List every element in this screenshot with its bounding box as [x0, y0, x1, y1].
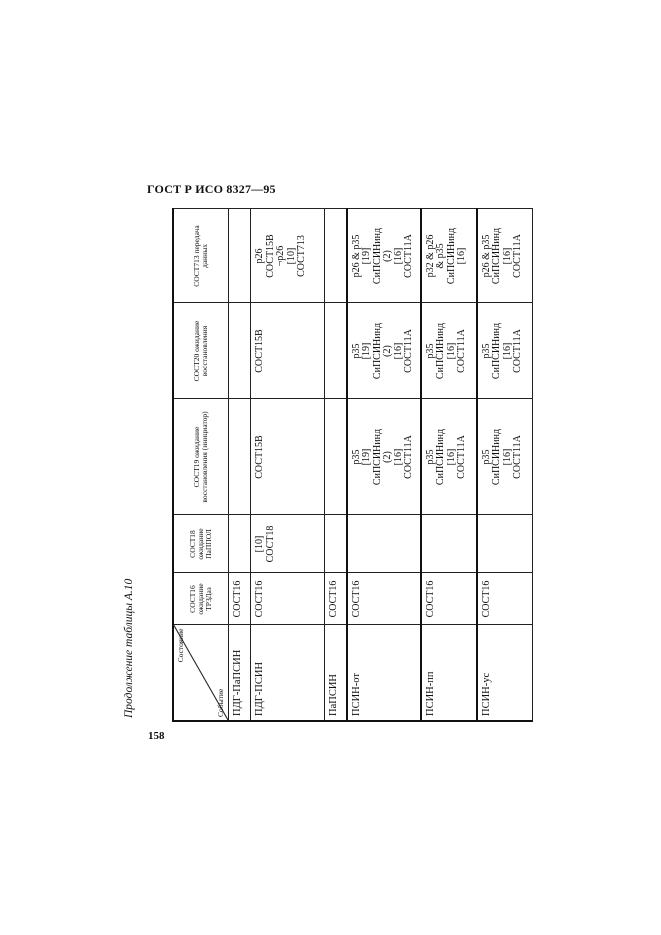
cell-line: СОСТ15В — [264, 234, 276, 278]
table-cell — [477, 209, 533, 303]
table-cell — [251, 399, 325, 515]
table-cell — [477, 303, 533, 399]
event-cell: ПСИН-ус — [477, 625, 533, 721]
cell-line: СОСТ11А — [512, 234, 523, 278]
table-cell — [477, 515, 533, 573]
cell-line: [19] — [361, 247, 372, 265]
cell-line: СОСТ16 — [328, 580, 339, 618]
page-number: 158 — [148, 730, 165, 742]
column-header: СОСТ16 ожидание ТРЗДаз — [173, 573, 229, 625]
event-cell: ПаПСИН — [325, 625, 347, 721]
table-cell — [325, 209, 347, 303]
table-cell — [325, 515, 347, 573]
table-row — [477, 209, 533, 721]
table-cell — [229, 399, 251, 515]
cell-line: СОСТ11А — [512, 329, 523, 373]
cell-line: [10] — [285, 247, 297, 265]
table-cell — [347, 209, 421, 303]
rotated-table-frame — [172, 210, 523, 722]
cell-line: СиПСИНинд — [491, 227, 502, 285]
state-label: Состояние — [176, 628, 185, 663]
cell-line: СиПСИНинд — [371, 428, 383, 486]
table-caption: Продолжение таблицы А.10 — [123, 578, 135, 718]
table-cell — [325, 399, 347, 515]
cell-line: [16] — [445, 448, 457, 466]
cell-line: [19] — [361, 342, 372, 360]
cell-line: СОСТ11А — [512, 435, 523, 479]
column-header: СОСТ19 ожидание восстановления (инициатор) — [173, 399, 229, 515]
cell-line: [16] — [445, 342, 457, 360]
table-cell — [347, 303, 421, 399]
table-cell — [251, 573, 325, 625]
table-cell — [229, 573, 251, 625]
cell-line: (2) — [382, 451, 393, 463]
cell-line: СОСТ18 — [264, 525, 276, 563]
table-cell — [325, 573, 347, 625]
cell-line: p26 & p35 — [480, 234, 492, 278]
table-cell — [229, 209, 251, 303]
cell-line: p32 & p26 — [424, 234, 436, 278]
table-header-row — [173, 209, 229, 721]
table-cell — [421, 573, 477, 625]
table-cell — [477, 573, 533, 625]
cell-line: [16] — [392, 247, 404, 265]
column-header: СОСТ713 передача данных — [173, 209, 229, 303]
cell-line: (2) — [382, 345, 393, 357]
cell-line: & p35 — [435, 243, 446, 269]
table-cell — [251, 303, 325, 399]
cell-line: p35 — [350, 343, 362, 359]
cell-line: (2) — [382, 250, 393, 262]
cell-line: СОСТ11А — [403, 435, 414, 479]
cell-line: СиПСИНинд — [445, 227, 457, 285]
table-cell — [325, 303, 347, 399]
cell-line: p26 & p35 — [350, 234, 362, 278]
table-cell — [421, 399, 477, 515]
cell-line: СОСТ16 — [232, 580, 243, 618]
cell-line: СОСТ11А — [456, 329, 467, 373]
cell-line: СиПСИНинд — [491, 322, 502, 380]
table-cell — [229, 303, 251, 399]
cell-line: СОСТ11А — [403, 329, 414, 373]
cell-line: СиПСИНинд — [435, 322, 446, 380]
cell-line: [16] — [392, 342, 404, 360]
event-cell: ПДГ-ПСИН — [251, 625, 325, 721]
cell-line: СОСТ16 — [480, 580, 492, 618]
cell-line: СиПСИНинд — [435, 428, 446, 486]
cell-line: [10] — [254, 535, 265, 553]
table-row — [229, 209, 251, 721]
cell-line: СиПСИНинд — [371, 322, 383, 380]
table-cell — [347, 399, 421, 515]
cell-line: p35 — [350, 449, 362, 465]
cell-line: [16] — [456, 247, 467, 265]
state-table — [172, 210, 523, 722]
cell-line: СиПСИНинд — [371, 227, 383, 285]
event-cell: ПСИН-от — [347, 625, 421, 721]
event-cell: ПДГ-ПаПСИН — [229, 625, 251, 721]
event-cell: ПСИН-пп — [421, 625, 477, 721]
cell-line: p35 — [480, 449, 492, 465]
table-row — [421, 209, 477, 721]
cell-line: [16] — [501, 247, 513, 265]
table-cell — [421, 209, 477, 303]
cell-line: СОСТ16 — [350, 580, 362, 618]
cell-line: [16] — [392, 448, 404, 466]
cell-line: p35 — [480, 343, 492, 359]
table-cell — [421, 303, 477, 399]
cell-line: СОСТ15В — [254, 435, 265, 479]
cell-line: СОСТ16 — [254, 580, 265, 618]
cell-line: СОСТ11А — [456, 435, 467, 479]
cell-line: СОСТ713 — [296, 235, 307, 277]
table-cell — [229, 515, 251, 573]
corner-header-cell — [173, 625, 229, 721]
cell-line: [19] — [361, 448, 372, 466]
document-header: ГОСТ Р ИСО 8327—95 — [147, 182, 276, 196]
table-cell — [347, 573, 421, 625]
table-row — [347, 209, 421, 721]
table-cell — [477, 399, 533, 515]
table-cell — [421, 515, 477, 573]
cell-line: ¬p26 — [275, 245, 286, 267]
cell-line: p35 — [424, 343, 436, 359]
column-header: СОСТ18 ожидание ПаППОЛ — [173, 515, 229, 573]
cell-line: СОСТ16 — [424, 580, 436, 618]
column-header: СОСТ20 ожидание восстановления — [173, 303, 229, 399]
cell-line: СОСТ11А — [403, 234, 414, 278]
cell-line: [16] — [501, 342, 513, 360]
table-row — [325, 209, 347, 721]
table-cell — [251, 209, 325, 303]
cell-line: [16] — [501, 448, 513, 466]
event-label: Событие — [216, 688, 225, 717]
table-cell — [347, 515, 421, 573]
cell-line: p35 — [424, 449, 436, 465]
cell-line: СиПСИНинд — [491, 428, 502, 486]
cell-line: СОСТ15В — [254, 329, 265, 373]
cell-line: p26 — [254, 248, 265, 264]
table-cell — [251, 515, 325, 573]
table-row — [251, 209, 325, 721]
